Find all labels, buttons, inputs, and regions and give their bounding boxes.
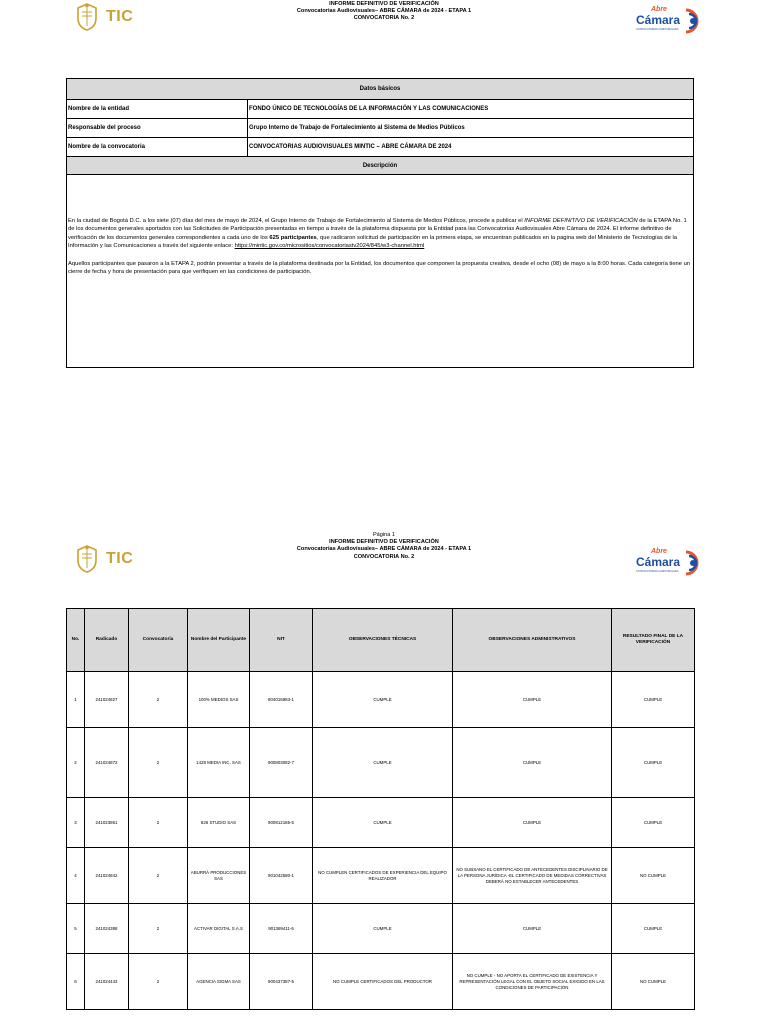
verification-results-table (66, 608, 695, 1010)
report-subtitle: Convocatorias Audiovisuales– ABRE CÁMARA de 2024 - ETAPA 1 (296, 8, 472, 15)
description-body (67, 175, 694, 368)
page-header-1 (0, 0, 768, 40)
row-obs-administrativas: CUMPLE (453, 728, 612, 798)
row-radicado: 241023861 (85, 798, 129, 848)
table-row (67, 954, 695, 1010)
page-header-2 (0, 530, 768, 580)
row-participante: 1428 MEDIA INC. SAS (188, 728, 250, 798)
abre-word: Abre (651, 548, 667, 555)
responsible-value: Grupo Interno de Trabajo de Fortalecimiento al Sistema de Medios Públicos (248, 119, 694, 138)
row-participante: AGENCIA SIGMA SAS (188, 954, 250, 1010)
row-radicado: 241024827 (85, 672, 129, 728)
table-row (67, 100, 694, 119)
table-row (67, 848, 695, 904)
report-heading (234, 1, 534, 23)
convocatoria-value: CONVOCATORIAS AUDIOVISUALES MINTIC – ABRE CÁMARA DE 2024 (248, 138, 694, 157)
col-convocatoria: Convocatoria (129, 609, 188, 672)
col-nit: NIT (250, 609, 313, 672)
microsite-link[interactable]: https://mintic.gov.co/micrositios/convocatoriastv2024/845/w3-channel.html (234, 243, 425, 250)
description-heading: Descripción (67, 157, 694, 175)
row-no: 1 (67, 672, 85, 728)
col-obs-tecnicas: OBSERVACIONES TÉCNICAS (313, 609, 453, 672)
tic-label: TIC (106, 550, 134, 567)
tic-label: TIC (106, 8, 134, 25)
col-participante: Nombre del Participante (188, 609, 250, 672)
col-resultado: RESULTADO FINAL DE LA VERIFICACIÓN (612, 609, 695, 672)
row-convocatoria: 2 (129, 848, 188, 904)
report-subtitle: Convocatorias Audiovisuales– ABRE CÁMARA de 2024 - ETAPA 1 (296, 546, 472, 553)
row-nit: 900812185-5 (250, 798, 313, 848)
row-convocatoria: 2 (129, 904, 188, 954)
report-title: INFORME DEFINITIVO DE VERIFICACIÓN (329, 1, 439, 7)
row-obs-tecnicas: NO CUMPLE CERTIFICADOS DEL PRODUCTOR (313, 954, 453, 1010)
row-no: 2 (67, 728, 85, 798)
entity-value: FONDO ÚNICO DE TECNOLOGÍAS DE LA INFORMACIÓN Y LAS COMUNICACIONES (248, 100, 694, 119)
row-convocatoria: 2 (129, 798, 188, 848)
row-radicado: 241024842 (85, 848, 129, 904)
row-nit: 900803082-7 (250, 728, 313, 798)
row-obs-administrativas: NO CUMPLE - NO APORTA EL CERTIFICADO DE EXISTENCIA Y REPRESENTACIÓN LEGAL CON EL OBJETO SOCIAL EXIGIDO EN LAS CONDICIONES DE PARTICIPACIÓN (453, 954, 612, 1010)
table-row (67, 672, 695, 728)
abre-subtext: CONVOCATORIAS AUDIOVISUALES (636, 570, 679, 573)
row-obs-tecnicas: NO CUMPLEN CERTIFICADOS DE EXPERIENCIA DEL EQUIPO REALIZADOR (313, 848, 453, 904)
table-row (67, 138, 694, 157)
row-obs-administrativas: CUMPLE (453, 904, 612, 954)
row-participante: 826 STUDIO SAS (188, 798, 250, 848)
row-radicado: 241024388 (85, 904, 129, 954)
row-resultado: NO CUMPLE (612, 848, 695, 904)
row-convocatoria: 2 (129, 728, 188, 798)
row-resultado: CUMPLE (612, 728, 695, 798)
row-resultado: CUMPLE (612, 672, 695, 728)
row-no: 6 (67, 954, 85, 1010)
row-no: 5 (67, 904, 85, 954)
tic-logo (74, 544, 133, 574)
participants-count: 625 participantes (269, 234, 317, 241)
description-paragraph-2: Aquellos participantes que pasaron a la ETAPA 2, podrán presentar a través de la plataforma destinada por la Entidad, los documentos que componen la propuesta creativa, desde el ocho (08) de mayo a la 8:00 horas. Cada categoría tiene un cierre de fecha y hora de presentación para que verifiquen en las condiciones de participación. (68, 260, 691, 276)
row-convocatoria: 2 (129, 672, 188, 728)
page-number: Página 1 (372, 532, 396, 538)
row-participante: ABURRÁ PRODUCCIONES SAS (188, 848, 250, 904)
row-convocatoria: 2 (129, 954, 188, 1010)
report-convocatoria: CONVOCATORIA No. 2 (353, 15, 415, 22)
row-nit: 900437387-5 (250, 954, 313, 1010)
row-resultado: CUMPLE (612, 904, 695, 954)
table-row (67, 728, 695, 798)
row-radicado: 241024872 (85, 728, 129, 798)
convocatoria-label: Nombre de la convocatoria (67, 138, 248, 157)
col-no: No. (67, 609, 85, 672)
description-paragraph-1 (68, 217, 692, 251)
row-radicado: 241024443 (85, 954, 129, 1010)
row-no: 3 (67, 798, 85, 848)
basic-data-heading: Datos básicos (67, 79, 694, 100)
row-participante: 100% MEDIOS SAS (188, 672, 250, 728)
report-heading (234, 532, 534, 561)
row-obs-tecnicas: CUMPLE (313, 728, 453, 798)
entity-label: Nombre de la entidad (67, 100, 248, 119)
row-resultado: CUMPLE (612, 798, 695, 848)
coat-of-arms-icon (74, 544, 100, 574)
description-text: En la ciudad de Bogotá D.C. a los siete (07) días del mes de mayo de 2024, el Grupo Interno de Trabajo de Fortalecimiento al Sistema de Medios Públicos, procede a publicar el (68, 218, 525, 224)
camara-word: Cámara (636, 13, 681, 27)
col-radicado: Radicado (85, 609, 129, 672)
row-resultado: NO CUMPLE (612, 954, 695, 1010)
table-row (67, 119, 694, 138)
basic-data-table (66, 78, 694, 368)
report-title: INFORME DEFINITIVO DE VERIFICACIÓN (329, 539, 439, 546)
row-obs-tecnicas: CUMPLE (313, 672, 453, 728)
row-nit: 901369411-6 (250, 904, 313, 954)
table-row (67, 904, 695, 954)
coat-of-arms-icon (74, 2, 100, 32)
description-emphasis: INFORME DEFINITIVO DE VERIFICACIÓN (524, 218, 638, 224)
table-row (67, 798, 695, 848)
report-convocatoria: CONVOCATORIA No. 2 (353, 553, 415, 560)
row-obs-administrativas: CUMPLE (453, 672, 612, 728)
table-header-row (67, 609, 695, 672)
row-nit: 804016983-1 (250, 672, 313, 728)
camara-word: Cámara (636, 555, 681, 569)
abre-word: Abre (651, 6, 667, 13)
row-obs-administrativas: CUMPLE (453, 798, 612, 848)
row-nit: 901042580-1 (250, 848, 313, 904)
row-obs-tecnicas: CUMPLE (313, 798, 453, 848)
row-no: 4 (67, 848, 85, 904)
tic-logo (74, 2, 133, 32)
row-participante: ACTIVAR DIGITAL S.A.S (188, 904, 250, 954)
responsible-label: Responsable del proceso (67, 119, 248, 138)
abre-subtext: CONVOCATORIAS AUDIOVISUALES (636, 28, 679, 31)
description-text: , que radicaron solicitud de participación en la primera etapa, se encuentran publicados en la pagina web del Ministerio de Tecnologías de la Información y las Comunicaciones a través del siguiente enlace: (68, 234, 677, 250)
description-text: de la ETAPA No. 1 de los documentos generales aportados con las Solicitudes de Participación presentadas en tiempo a través de la plataforma dispuesta por la Entidad para las Convocatorias Audiovisuales Abre Cámara de 2024. El informe definitivo de verificación de los documentos generales correspondientes a cada uno de los (68, 218, 687, 241)
col-obs-administrativas: OBSERVACIONES ADMINISTRATIVOS (453, 609, 612, 672)
row-obs-tecnicas: CUMPLE (313, 904, 453, 954)
row-obs-administrativas: NO SUBSANO EL CERTIFICADO DE ANTECEDENTES DISCIPLINARIO DE LA PERSONA JURÍDICA -EL CERTIFICADO DE MEDIDAS CORRECTIVAS DEBERÁ NO ESTABLECER ANTECEDENTES (453, 848, 612, 904)
